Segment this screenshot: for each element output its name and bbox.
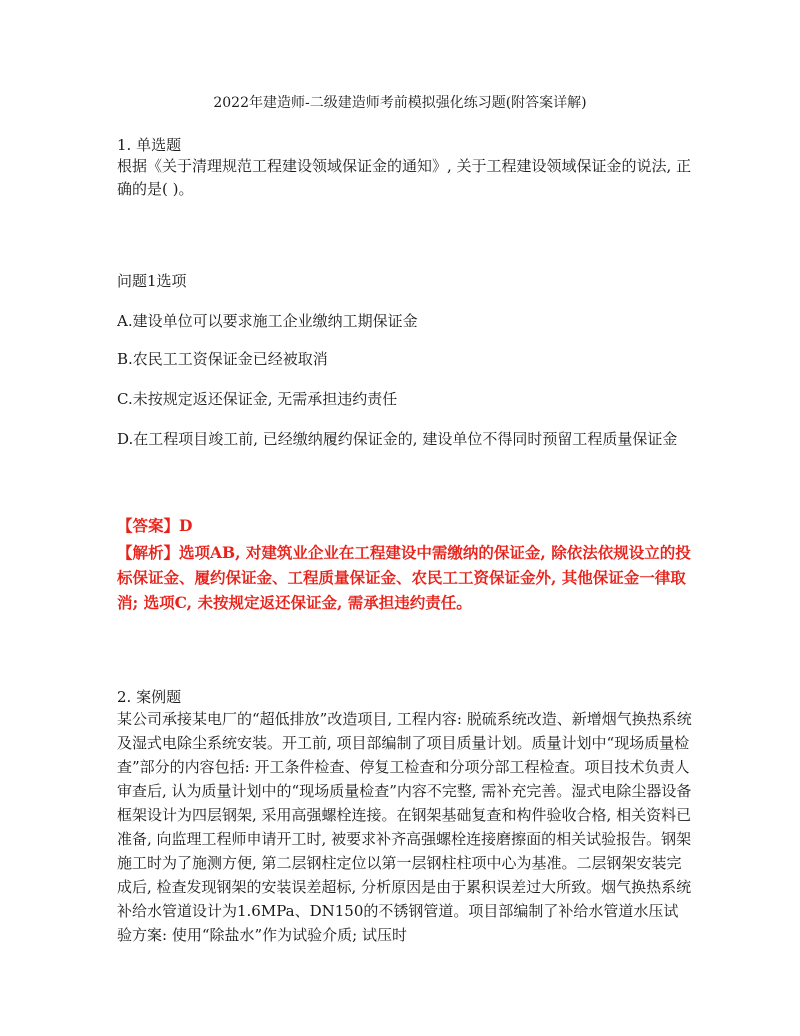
question1-stem: 根据《关于清理规范工程建设领域保证金的通知》, 关于工程建设领域保证金的说法, 正确的是( )。 bbox=[117, 157, 692, 198]
option-b: B.农民工工资保证金已经被取消 bbox=[117, 350, 328, 368]
question2-body: 某公司承接某电厂的“超低排放”改造项目, 工程内容: 脱硫系统改造、新增烟气换热系统及湿式电除尘系统安装。开工前, 项目部编制了项目质量计划。质量计划中“现场质量检查”部分的内容包括: 开工条件检查、停复工检查和分项分部工程检查。项目技术负责人审查后, 认为质量计划中的“现场质量检查”内容不完整, 需补充完善。湿式电除尘器设备框架设计为四层钢架, 采用高强螺栓连接。在钢架基础复查和构件验收合格, 相关资料已准备, 向监理工程师申请开工时, 被要求补齐高强螺栓连接磨擦面的相关试验报告。钢架施工时为了施测方便, 第二层钢柱定位以第一层钢柱柱项中心为基准。二层钢架安装完成后, 检查发现钢架的安装误差超标, 分析原因是由于累积误差过大所致。烟气换热系统补给水管道设计为1.6MPa、DN150的不锈钢管道。项目部编制了补给水管道水压试验方案: 使用“除盐水”作为试验介质; 试压时 bbox=[117, 710, 692, 944]
document-title: 2022年建造师-二级建造师考前模拟强化练习题(附答案详解) bbox=[213, 95, 587, 111]
option-d: D.在工程项目竣工前, 已经缴纳履约保证金的, 建设单位不得同时预留工程质量保证金 bbox=[117, 430, 678, 448]
answer-text: 【答案】D bbox=[117, 516, 193, 535]
options-heading: 问题1选项 bbox=[117, 272, 187, 290]
question2-heading: 2. 案例题 bbox=[117, 688, 182, 706]
question1-heading: 1. 单选题 bbox=[117, 136, 182, 154]
option-c: C.未按规定返还保证金, 无需承担违约责任 bbox=[117, 390, 398, 408]
option-a: A.建设单位可以要求施工企业缴纳工期保证金 bbox=[117, 312, 418, 330]
explanation-text: 【解析】选项AB, 对建筑业企业在工程建设中需缴纳的保证金, 除依法依规设立的投标保证金、履约保证金、工程质量保证金、农民工工资保证金外, 其他保证金一律取消; 选项C, 未按规定返还保证金, 需承担违约责任。 bbox=[117, 543, 691, 612]
